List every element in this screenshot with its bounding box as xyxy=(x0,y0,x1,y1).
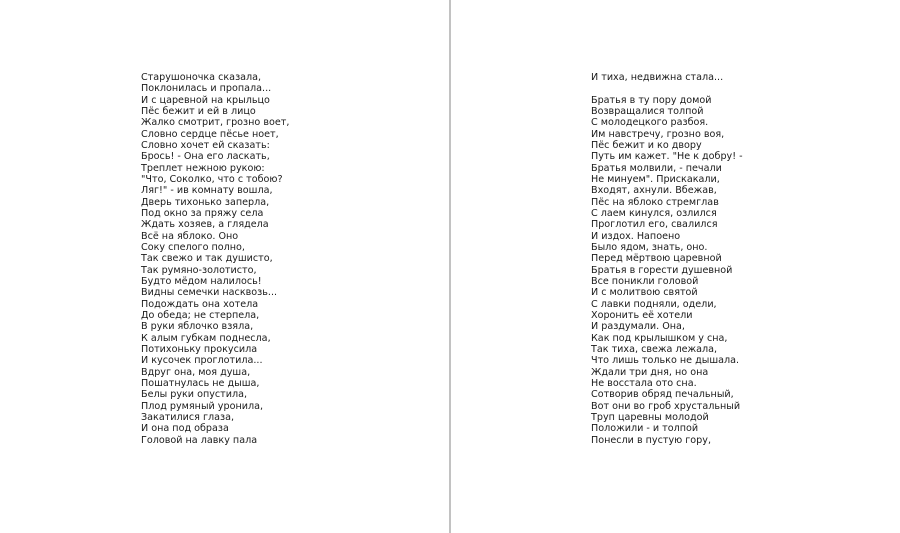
poem-line: Под окно за пряжу села xyxy=(141,207,264,219)
poem-line: Соку спелого полно, xyxy=(141,241,245,253)
poem-line: Так тиха, свежа лежала, xyxy=(591,343,718,355)
poem-line: Пёс на яблоко стремглав xyxy=(591,196,719,208)
poem-line: "Что, Соколко, что с тобою? xyxy=(141,173,283,185)
poem-line: Старушоночка сказала, xyxy=(141,72,262,83)
poem-line: Закатилися глаза, xyxy=(141,411,235,423)
left-page xyxy=(0,0,449,533)
right-page xyxy=(451,0,900,533)
poem-line: Ждали три дня, но она xyxy=(591,366,709,378)
poem-line: И с царевной на крыльцо xyxy=(141,94,270,106)
poem-line: Словно хочет ей сказать: xyxy=(141,139,270,151)
poem-line: К алым губкам поднесла, xyxy=(141,332,271,344)
poem-line: Потихоньку прокусила xyxy=(141,343,258,355)
poem-line: Всё на яблоко. Оно xyxy=(141,230,239,242)
poem-line: Братья молвили, - печали xyxy=(591,162,722,174)
poem-text-left xyxy=(141,72,289,446)
poem-line: Возвращалися толпой xyxy=(591,105,704,117)
poem-line: Все поникли головой xyxy=(591,275,699,287)
poem-line: Будто мёдом налилось! xyxy=(141,275,262,287)
poem-line: С лаем кинулся, озлился xyxy=(591,207,717,219)
poem-line: До обеда; не стерпела, xyxy=(141,309,260,321)
poem-line: Вдруг она, моя душа, xyxy=(141,366,251,378)
poem-line: Головой на лавку пала xyxy=(141,434,258,446)
poem-line: Не восстала ото сна. xyxy=(591,377,697,389)
poem-line: Им навстречу, грозно воя, xyxy=(591,128,725,140)
poem-line: С лавки подняли, одели, xyxy=(591,298,717,310)
poem-line: И с молитвою святой xyxy=(591,287,698,299)
poem-line: В руки яблочко взяла, xyxy=(141,321,254,333)
poem-line: И раздумали. Она, xyxy=(591,321,685,333)
poem-line: Ждать хозяев, а глядела xyxy=(141,219,269,231)
poem-text-right xyxy=(591,72,743,446)
poem-line: Что лишь только не дышала. xyxy=(591,355,740,367)
poem-line: Пёс бежит и ко двору xyxy=(591,139,702,151)
poem-line: Брось! - Она его ласкать, xyxy=(141,151,270,163)
poem-line: Пошатнулась не дыша, xyxy=(141,377,260,389)
poem-line: Положили - и толпой xyxy=(591,423,699,435)
poem-line: Ляг!" - ив комнату вошла, xyxy=(141,185,273,197)
poem-line: Путь им кажет. "Не к добру! - xyxy=(591,151,743,163)
poem-line: Жалко смотрит, грозно воет, xyxy=(141,117,290,129)
poem-line: Понесли в пустую гору, xyxy=(591,434,711,446)
poem-line: Было ядом, знать, оно. xyxy=(591,241,708,253)
poem-line xyxy=(591,83,743,94)
poem-line: Плод румяный уронила, xyxy=(141,400,264,412)
poem-line: Так румяно-золотисто, xyxy=(141,264,257,276)
poem-line: Не минуем". Прискакали, xyxy=(591,173,720,185)
poem-line: Словно сердце пёсье ноет, xyxy=(141,128,279,140)
poem-line: Входят, ахнули. Вбежав, xyxy=(591,185,717,197)
poem-line: Братья в горести душевной xyxy=(591,264,733,276)
poem-line: Сотворив обряд печальный, xyxy=(591,389,734,401)
poem-line: Треплет нежною рукою: xyxy=(141,162,265,174)
poem-line: Вот они во гроб хрустальный xyxy=(591,400,741,412)
poem-line: Белы руки опустила, xyxy=(141,389,248,401)
poem-line: Видны семечки насквозь... xyxy=(141,287,278,299)
poem-line: Дверь тихонько заперла, xyxy=(141,196,270,208)
poem-line: С молодецкого разбоя. xyxy=(591,117,709,129)
poem-line: Как под крылышком у сна, xyxy=(591,332,728,344)
poem-line: И она под образа xyxy=(141,423,229,435)
poem-line: Пёс бежит и ей в лицо xyxy=(141,105,256,117)
poem-line: И издох. Напоено xyxy=(591,230,681,242)
poem-line: Хоронить её хотели xyxy=(591,309,693,321)
poem-line: Так свежо и так душисто, xyxy=(141,253,273,265)
poem-line: И кусочек проглотила... xyxy=(141,355,263,367)
poem-line: И тиха, недвижна стала... xyxy=(591,72,724,83)
poem-line: Братья в ту пору домой xyxy=(591,94,712,106)
poem-line: Подождать она хотела xyxy=(141,298,259,310)
poem-line: Труп царевны молодой xyxy=(591,411,709,423)
poem-line: Поклонилась и пропала... xyxy=(141,83,272,95)
poem-line: Перед мёртвою царевной xyxy=(591,253,722,265)
poem-line: Проглотил его, свалился xyxy=(591,219,718,231)
